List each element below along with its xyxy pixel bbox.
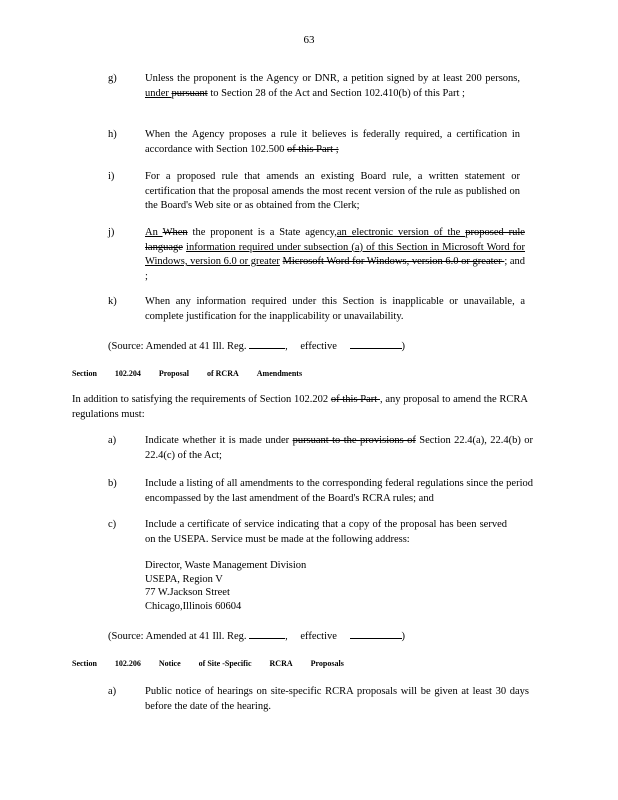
- item-j-label: j): [108, 227, 115, 238]
- item-h-label: h): [108, 129, 117, 140]
- item-c-text: [145, 518, 507, 547]
- address-line: Director, Waste Management Division: [145, 560, 307, 571]
- text-run: the proponent is a State agency,: [187, 227, 337, 238]
- address-line: 77 W.Jackson Street: [145, 587, 230, 598]
- text-run: In addition to satisfying the requirements of Section 102.202: [72, 394, 331, 405]
- inserted-text: information required under subsection (a) of this Section in Microsoft Word for Windows, version 6.0 or greater: [145, 241, 526, 267]
- deleted-text: pursuant to the provisions of: [292, 435, 416, 446]
- blank-effective-date: [350, 338, 402, 349]
- address-line: USEPA, Region V: [145, 573, 223, 585]
- text-run: When the Agency proposes a rule it believes is federally required, a certification in accordance with Section 102.500: [145, 129, 520, 155]
- deleted-text: pursuant: [171, 87, 208, 99]
- item-b-text: [145, 477, 533, 506]
- text-run: , any proposal to amend the RCRA regulations must:: [72, 394, 528, 420]
- inserted-text: an electronic version of the: [336, 227, 466, 238]
- section-102-204-intro: [72, 393, 528, 422]
- item-a-text-206: [145, 685, 529, 714]
- text-run: Include a certificate of service indicating that a copy of the proposal has been served on the USEPA. Service must be made at the following address:: [145, 519, 507, 545]
- text-run: When any information required under this Section is inapplicable or unavailable, a complete justification for the inapplicability or unavailability.: [145, 296, 525, 322]
- deleted-text: of this Part ;: [287, 143, 339, 155]
- inserted-text: An: [145, 227, 163, 238]
- deleted-text: proposed rule language: [145, 227, 525, 253]
- item-k-text: [145, 295, 525, 324]
- item-h-text: [145, 128, 520, 157]
- text-run: Include a listing of all amendments to the corresponding federal regulations since the period encompassed by the last amendment of the Board's RCRA rules; and: [145, 478, 533, 504]
- item-a-label-206: a): [108, 686, 117, 697]
- section-heading-102-204: Section 102.204 Proposal of RCRA Amendments: [72, 369, 303, 378]
- item-i-text: [145, 170, 520, 214]
- text-run: ; and ;: [145, 256, 526, 282]
- blank-register: [249, 628, 285, 639]
- blank-effective-date: [350, 628, 402, 639]
- item-i-label: i): [108, 171, 115, 182]
- text-run: Public notice of hearings on site-specific RCRA proposals will be given at least 30 days before the date of the hearing.: [145, 686, 529, 712]
- page-number: 63: [303, 34, 315, 46]
- text-run: Indicate whether it is made under: [145, 435, 293, 446]
- inserted-text: under: [145, 87, 172, 99]
- item-g-label: g): [108, 73, 117, 84]
- item-j-text: [145, 226, 525, 284]
- address-line: Chicago,Illinois 60604: [145, 600, 242, 612]
- text-run: For a proposed rule that amends an existing Board rule, a written statement or certification that the proposal amends the most recent version of the rule as published on the Board's Web site or as obtained from the Clerk;: [145, 171, 520, 211]
- item-g-text: [145, 72, 520, 101]
- item-a-label: a): [108, 435, 117, 446]
- item-a-text: [145, 434, 533, 463]
- text-run: to Section 28 of the Act and Section 102.410(b) of this Part ;: [207, 87, 465, 99]
- source-note-2: (Source: Amended at 41 Ill. Reg. , effective ): [108, 628, 405, 645]
- section-heading-102-206: Section 102.206 Notice of Site -Specific RCRA Proposals: [72, 659, 344, 668]
- item-c-label: c): [108, 519, 117, 530]
- deleted-text: of this Part: [330, 394, 380, 405]
- item-b-label: b): [108, 478, 117, 489]
- text-run: Unless the proponent is the Agency or DNR, a petition signed by at least 200 persons,: [145, 73, 520, 84]
- deleted-text: Microsoft Word for Windows, version 6.0 or greater: [282, 256, 505, 267]
- usepa-address: [145, 559, 505, 613]
- deleted-text: When: [162, 227, 188, 238]
- text-run: Section 22.4(a), 22.4(b) or 22.4(c) of the Act;: [145, 435, 534, 461]
- blank-register: [249, 338, 285, 349]
- item-k-label: k): [108, 296, 117, 307]
- source-note-1: (Source: Amended at 41 Ill. Reg. , effective ): [108, 338, 405, 355]
